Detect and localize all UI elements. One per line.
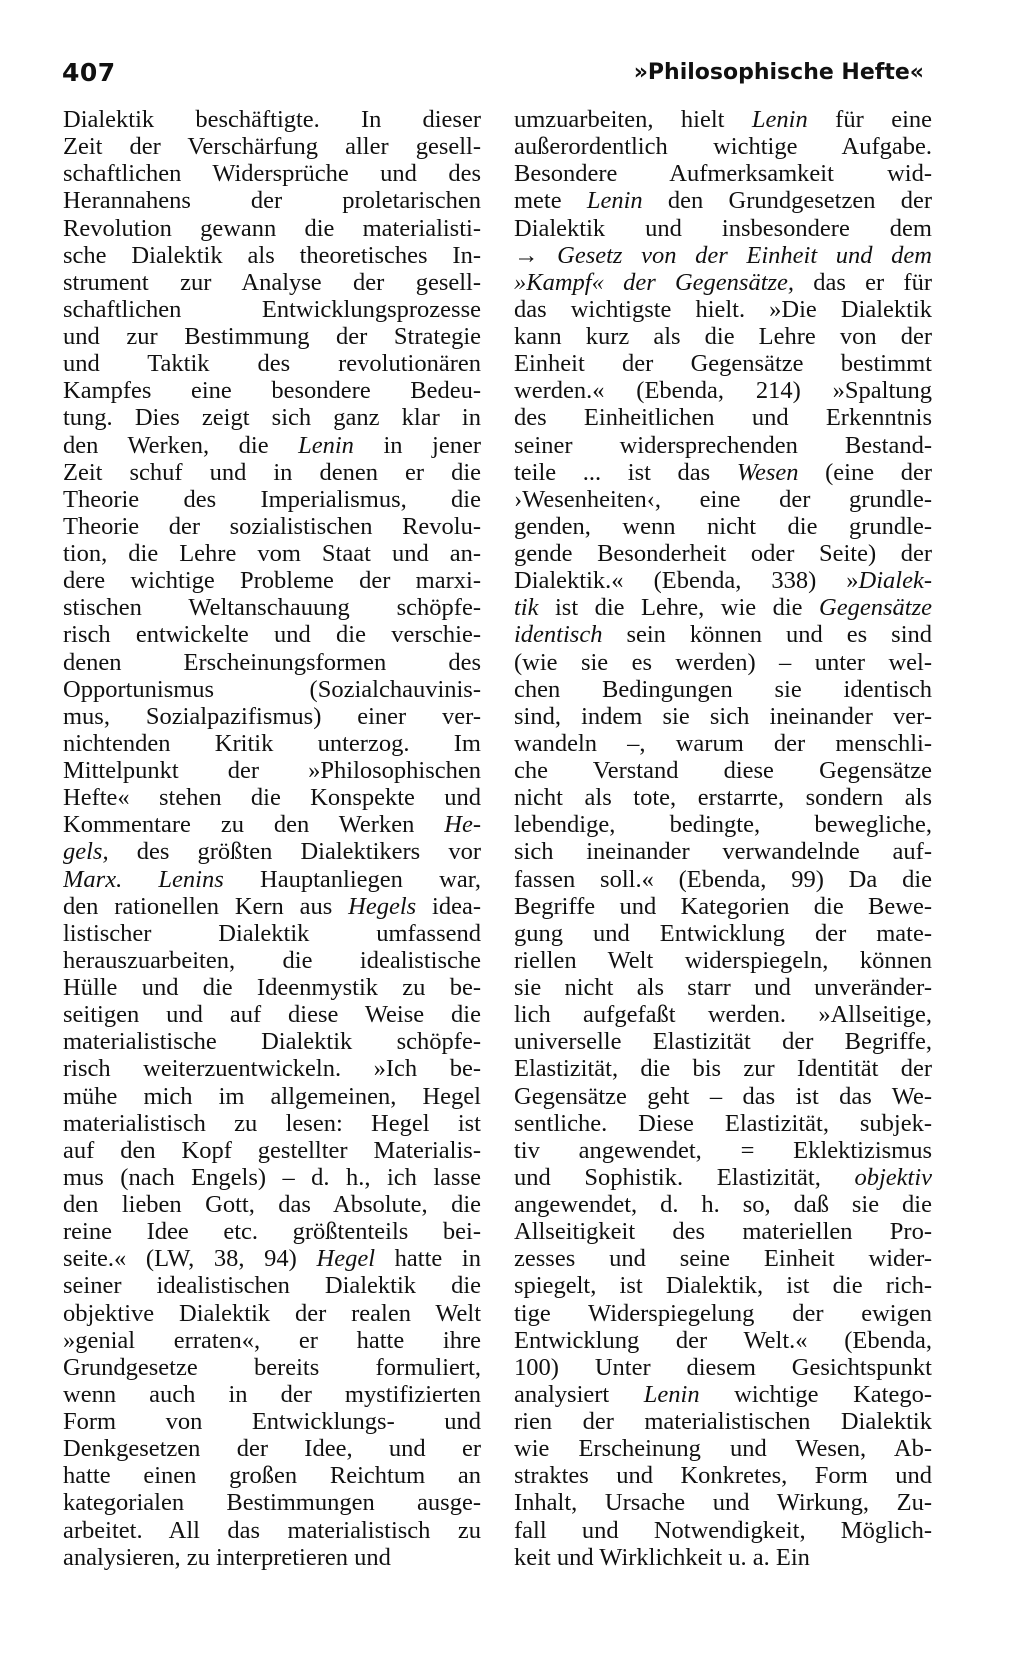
text-segment: wichtige Katego- (699, 1380, 932, 1408)
italic-text: Wesen (736, 458, 799, 486)
text-segment: Gegensätze geht – das ist das We- (514, 1082, 932, 1110)
text-segment: Theorie des Imperialismus, die (63, 485, 481, 513)
text-line (514, 649, 932, 676)
text-line (63, 323, 481, 350)
text-segment: Einheit der Gegensätze bestimmt (514, 350, 932, 378)
text-line (63, 1489, 481, 1516)
text-line (514, 215, 932, 242)
text-line (63, 1462, 481, 1489)
text-line (63, 784, 481, 811)
text-line (63, 1300, 481, 1327)
text-segment: Inhalt, Ursache und Wirkung, Zu- (514, 1489, 932, 1517)
text-segment: Revolution gewann die materialisti- (63, 214, 481, 242)
text-line (63, 1028, 481, 1055)
text-segment: keit und Wirklichkeit u. a. Ein (514, 1543, 810, 1571)
text-segment: den rationellen Kern aus (63, 892, 349, 920)
text-segment: Opportunismus (Sozialchauvinis- (63, 675, 481, 703)
text-segment: Allseitigkeit des materiellen Pro- (514, 1218, 932, 1246)
text-segment: nicht als tote, erstarrte, sondern als (514, 784, 932, 812)
text-segment: lebendige, bedingte, bewegliche, (514, 811, 932, 839)
text-column-left (63, 106, 481, 1571)
text-line (63, 974, 481, 1001)
text-segment: 100) Unter diesem Gesichtspunkt (514, 1353, 932, 1381)
text-segment: Zeit schuf und in denen er die (63, 458, 481, 486)
text-line (63, 160, 481, 187)
italic-text: Dialek- (858, 567, 932, 595)
text-segment: nichtenden Kritik unterzog. Im (63, 729, 481, 757)
italic-text: identisch (514, 621, 603, 649)
italic-text: tik (514, 594, 539, 622)
text-line (63, 1381, 481, 1408)
text-line (514, 1137, 932, 1164)
text-segment: herauszuarbeiten, die idealistische (63, 946, 481, 974)
page-header (62, 58, 924, 94)
text-line (514, 1218, 932, 1245)
text-line (514, 811, 932, 838)
text-segment: Hauptanliegen war, (223, 865, 481, 893)
text-segment: Herannahens der proletarischen (63, 187, 481, 215)
text-segment: gung und Entwicklung der mate- (514, 919, 932, 947)
text-line (63, 1055, 481, 1082)
text-line (514, 1408, 932, 1435)
text-segment: wenn auch in der mystifizierten (63, 1380, 481, 1408)
text-segment: und Taktik des revolutionären (63, 350, 481, 378)
text-segment: fassen soll.« (Ebenda, 99) Da die (514, 865, 932, 893)
text-segment: che Verstand diese Gegensätze (514, 757, 932, 784)
text-line (514, 187, 932, 214)
text-segment: strument zur Analyse der gesell- (63, 268, 481, 296)
text-line (514, 1164, 932, 1191)
text-segment: Hülle und die Ideenmystik zu be- (63, 974, 481, 1001)
text-line (63, 1272, 481, 1299)
text-segment: sentliche. Diese Elastizität, subjek- (514, 1109, 932, 1137)
text-line (514, 1517, 932, 1544)
text-line (63, 893, 481, 920)
italic-text: He- (444, 811, 481, 839)
text-line (63, 838, 481, 865)
text-segment: universelle Elastizität der Begriffe, (514, 1028, 932, 1056)
text-line (63, 187, 481, 214)
text-line (514, 1110, 932, 1137)
text-line (63, 811, 481, 838)
text-segment: »genial erraten«, er hatte ihre (63, 1326, 481, 1354)
text-line (63, 540, 481, 567)
text-line (514, 1354, 932, 1381)
text-line (63, 676, 481, 703)
text-line (63, 866, 481, 893)
text-segment: kategorialen Bestimmungen ausge- (63, 1489, 481, 1517)
text-segment: kann kurz als die Lehre von der (514, 323, 932, 350)
text-segment: schaftlichen Widersprüche und des (63, 160, 481, 188)
text-segment: wie Erscheinung und Wesen, Ab- (514, 1435, 932, 1463)
text-segment: außerordentlich wichtige Aufgabe. (514, 133, 932, 161)
text-segment: Besondere Aufmerksamkeit wid- (514, 160, 932, 188)
text-line (514, 486, 932, 513)
text-segment: des größten Dialektikers vor (108, 838, 481, 866)
text-line (63, 377, 481, 404)
text-segment: sind, indem sie sich ineinander ver- (514, 702, 932, 730)
text-line (63, 730, 481, 757)
text-segment: analysiert (514, 1380, 644, 1408)
text-segment: tung. Dies zeigt sich ganz klar in (63, 404, 481, 432)
text-segment: zesses und seine Einheit wider- (514, 1245, 932, 1273)
text-line (514, 377, 932, 404)
text-line (514, 242, 932, 269)
text-line (514, 1381, 932, 1408)
text-segment: spiegelt, ist Dialektik, ist die rich- (514, 1272, 932, 1300)
text-line (63, 1110, 481, 1137)
text-segment: fall und Notwendigkeit, Möglich- (514, 1516, 932, 1544)
text-line (514, 160, 932, 187)
text-line (514, 296, 932, 323)
text-line (63, 1083, 481, 1110)
text-segment: den lieben Gott, das Absolute, die (63, 1191, 481, 1218)
text-segment: rien der materialistischen Dialektik (514, 1408, 932, 1435)
text-line (514, 730, 932, 757)
text-segment: straktes und Konkretes, Form und (514, 1462, 932, 1490)
text-line (514, 974, 932, 1001)
text-segment: objektive Dialektik der realen Welt (63, 1299, 481, 1327)
text-line (514, 1028, 932, 1055)
text-segment: und zur Bestimmung der Strategie (63, 323, 481, 350)
text-segment: ›Wesenheiten‹, eine der grundle- (514, 485, 932, 513)
text-line (63, 649, 481, 676)
running-title: »Philosophische Hefte« (633, 60, 924, 85)
italic-text: objektiv (854, 1163, 932, 1191)
text-segment: und Sophistik. Elastizität, (514, 1163, 855, 1191)
text-segment: listischer Dialektik umfassend (63, 919, 481, 947)
text-line (514, 1083, 932, 1110)
text-line (514, 1489, 932, 1516)
text-segment: genden, wenn nicht die grundle- (514, 512, 932, 540)
text-segment: sie nicht als starr und unveränder- (514, 974, 932, 1001)
italic-text: Lenin (298, 431, 354, 459)
text-column-right (514, 106, 932, 1571)
text-segment: Dialektik beschäftigte. In dieser (63, 106, 481, 133)
text-segment: (wie sie es werden) – unter wel- (514, 648, 932, 676)
text-segment: sche Dialektik als theoretisches In- (63, 241, 481, 269)
text-line (63, 350, 481, 377)
text-segment: das er für (794, 268, 932, 296)
text-line (63, 1245, 481, 1272)
text-segment: das wichtigste hielt. »Die Dialektik (514, 295, 932, 323)
text-segment: Denkgesetzen der Idee, und er (63, 1435, 481, 1463)
text-segment: gende Besonderheit oder Seite) der (514, 540, 932, 567)
text-line (514, 540, 932, 567)
text-line (514, 1544, 932, 1571)
text-segment: risch entwickelte und die verschie- (63, 621, 481, 649)
text-line (514, 838, 932, 865)
text-segment: Kampfes eine besondere Bedeu- (63, 377, 481, 405)
text-line (514, 1435, 932, 1462)
text-segment: wandeln –, warum der menschli- (514, 729, 932, 757)
text-line (514, 594, 932, 621)
text-segment: mus (nach Engels) – d. h., ich lasse (63, 1163, 481, 1191)
text-line (514, 1055, 932, 1082)
text-line (63, 242, 481, 269)
text-segment: des Einheitlichen und Erkenntnis (514, 404, 932, 432)
text-line (514, 621, 932, 648)
text-segment: werden.« (Ebenda, 214) »Spaltung (514, 377, 932, 405)
text-line (514, 404, 932, 431)
text-segment: Grundgesetze bereits formuliert, (63, 1353, 481, 1381)
text-line (514, 1001, 932, 1028)
text-segment: sein können und es sind (602, 621, 932, 649)
text-line (63, 1354, 481, 1381)
text-segment: dere wichtige Probleme der marxi- (63, 567, 481, 595)
text-line (63, 269, 481, 296)
text-segment: hatte einen großen Reichtum an (63, 1462, 481, 1490)
text-line (63, 1001, 481, 1028)
text-segment: Entwicklung der Welt.« (Ebenda, (514, 1326, 932, 1354)
text-line (63, 215, 481, 242)
text-segment: mete (514, 187, 587, 215)
italic-text: gels, (63, 838, 109, 866)
italic-text: Gegensätze (819, 594, 932, 622)
text-line (63, 459, 481, 486)
text-line (63, 1408, 481, 1435)
text-segment: materialistische Dialektik schöpfe- (63, 1028, 481, 1056)
text-line (514, 866, 932, 893)
text-segment: hatte in (375, 1245, 481, 1273)
text-segment: chen Bedingungen sie identisch (514, 675, 932, 703)
text-line (514, 784, 932, 811)
text-segment: angewendet, d. h. so, daß sie die (514, 1191, 932, 1218)
text-line (63, 594, 481, 621)
text-line (63, 486, 481, 513)
italic-text: Hegels (348, 892, 417, 920)
text-line (514, 1462, 932, 1489)
text-segment: stischen Weltanschauung schöpfe- (63, 594, 481, 622)
page-number: 407 (62, 58, 116, 87)
text-segment: Dialektik.« (Ebenda, 338) » (514, 567, 859, 595)
text-segment: Dialektik und insbesondere dem (514, 214, 932, 242)
italic-text: Lenin (751, 106, 808, 133)
text-line (514, 106, 932, 133)
text-line (514, 459, 932, 486)
text-segment: riellen Welt widerspiegeln, können (514, 946, 932, 974)
text-line (63, 1137, 481, 1164)
text-segment: seitigen und auf diese Weise die (63, 1001, 481, 1029)
text-line (514, 1191, 932, 1218)
text-segment: materialistisch zu lesen: Hegel ist (63, 1109, 481, 1137)
text-segment: umzuarbeiten, hielt (514, 106, 752, 133)
text-segment: → (514, 241, 558, 269)
text-line (514, 567, 932, 594)
text-segment: den Werken, die (63, 431, 299, 459)
text-line (63, 513, 481, 540)
text-segment: schaftlichen Entwicklungsprozesse (63, 295, 481, 323)
text-segment: Mittelpunkt der »Philosophischen (63, 757, 481, 784)
text-segment: denen Erscheinungsformen des (63, 648, 481, 676)
text-line (514, 513, 932, 540)
text-line (514, 703, 932, 730)
text-line (63, 920, 481, 947)
text-line (514, 1272, 932, 1299)
text-line (514, 269, 932, 296)
text-line (63, 1435, 481, 1462)
text-segment: teile ... ist das (514, 458, 737, 486)
text-line (514, 350, 932, 377)
text-segment: Elastizität, die bis zur Identität der (514, 1055, 932, 1083)
text-segment: tiv angewendet, = Eklektizismus (514, 1136, 932, 1164)
text-segment: Form von Entwicklungs- und (63, 1408, 481, 1435)
text-segment: auf den Kopf gestellter Materialis- (63, 1136, 481, 1164)
text-line (63, 567, 481, 594)
text-line (514, 676, 932, 703)
text-segment: seite.« (LW, 38, 94) (63, 1245, 317, 1273)
text-line (514, 893, 932, 920)
italic-text: Lenin (643, 1380, 700, 1408)
text-line (63, 1544, 481, 1571)
text-segment: idea- (416, 892, 481, 920)
text-line (63, 947, 481, 974)
text-segment: mus, Sozialpazifismus) einer ver- (63, 702, 481, 730)
text-segment: Kommentare zu den Werken (63, 811, 445, 839)
text-line (514, 432, 932, 459)
text-line (514, 133, 932, 160)
text-segment: Zeit der Verschärfung aller gesell- (63, 133, 481, 161)
text-line (63, 133, 481, 160)
text-line (514, 920, 932, 947)
text-segment: sich ineinander verwandelnde auf- (514, 838, 932, 866)
text-line (63, 1517, 481, 1544)
text-line (514, 757, 932, 784)
text-segment: Theorie der sozialistischen Revolu- (63, 512, 481, 540)
italic-text: Hegel (316, 1245, 375, 1273)
text-line (514, 323, 932, 350)
text-line (63, 404, 481, 431)
italic-text: »Kampf« der Gegensätze, (514, 268, 795, 296)
text-line (514, 1300, 932, 1327)
text-line (514, 1327, 932, 1354)
italic-text: Lenin (586, 187, 643, 215)
text-line (63, 1218, 481, 1245)
text-segment: seiner widersprechenden Bestand- (514, 431, 932, 459)
text-segment: Begriffe und Kategorien die Bewe- (514, 892, 932, 920)
text-line (514, 1245, 932, 1272)
text-line (63, 432, 481, 459)
text-segment: für eine (807, 106, 932, 133)
text-line (63, 1191, 481, 1218)
text-segment: Hefte« stehen die Konspekte und (63, 784, 481, 812)
text-line (63, 106, 481, 133)
text-segment: ist die Lehre, wie die (538, 594, 820, 622)
text-segment: arbeitet. All das materialistisch zu (63, 1516, 481, 1544)
text-segment: mühe mich im allgemeinen, Hegel (63, 1082, 481, 1110)
text-segment: reine Idee etc. größtenteils bei- (63, 1218, 481, 1246)
text-line (63, 1164, 481, 1191)
text-segment: analysieren, zu interpretieren und (63, 1543, 391, 1571)
text-segment: den Grundgesetzen der (642, 187, 932, 215)
italic-text: Marx. Lenins (63, 865, 224, 893)
text-segment: seiner idealistischen Dialektik die (63, 1272, 481, 1300)
text-line (63, 703, 481, 730)
text-segment: in jener (353, 431, 481, 459)
text-segment: tige Widerspiegelung der ewigen (514, 1299, 932, 1327)
text-line (514, 947, 932, 974)
text-line (63, 621, 481, 648)
italic-text: Gesetz von der Einheit und dem (557, 241, 932, 269)
text-segment: tion, die Lehre vom Staat und an- (63, 540, 481, 567)
text-line (63, 1327, 481, 1354)
text-line (63, 296, 481, 323)
text-segment: (eine der (798, 458, 932, 486)
text-segment: risch weiterzuentwickeln. »Ich be- (63, 1055, 481, 1083)
text-line (63, 757, 481, 784)
text-segment: lich aufgefaßt werden. »Allseitige, (514, 1001, 932, 1029)
